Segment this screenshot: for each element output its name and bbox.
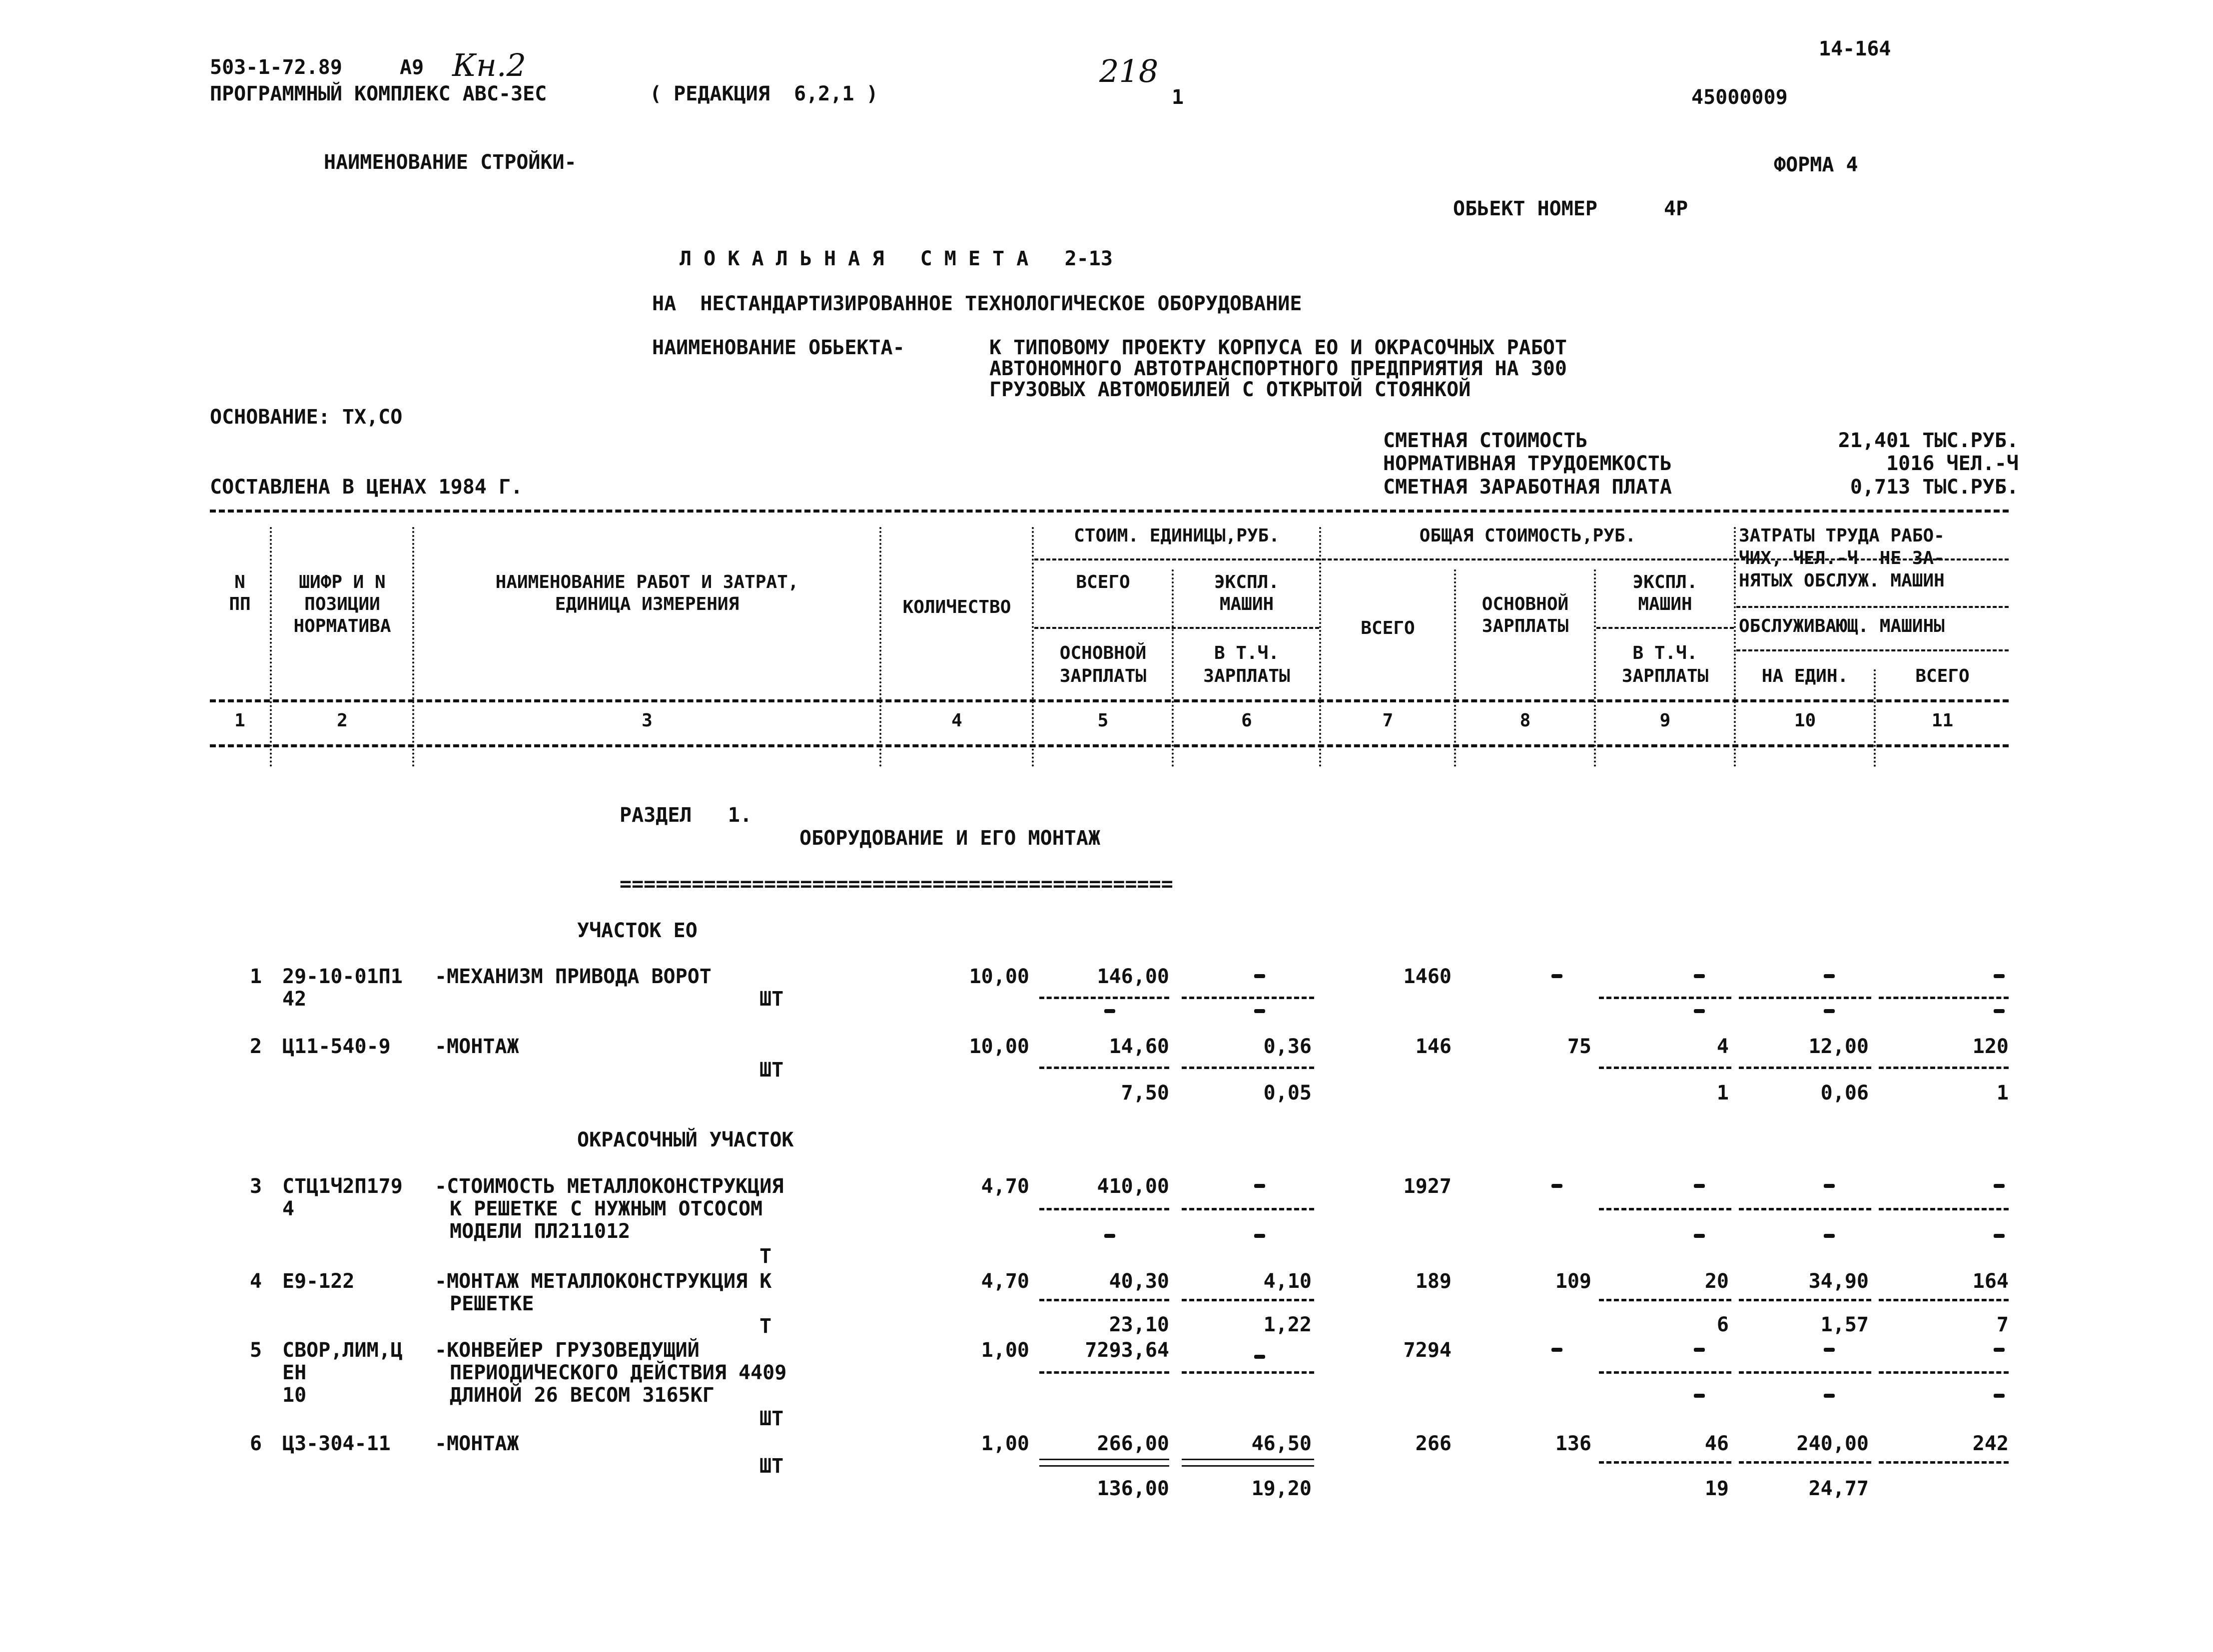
row-rule — [1039, 1299, 1169, 1301]
col-number: 2 — [337, 710, 348, 731]
row-code-1: Ц11-540-9 — [282, 1035, 391, 1058]
row-rule — [1879, 1371, 2009, 1374]
row-labor-unit-b — [1824, 1009, 1835, 1013]
col-separator — [1454, 569, 1456, 767]
row-labor-total-b — [1994, 1234, 2005, 1238]
row-labor-unit: 240,00 — [1796, 1432, 1869, 1455]
row-labor-total-b: 1 — [1996, 1082, 2009, 1104]
row-number: 1 — [250, 965, 262, 988]
row-rule — [1739, 1067, 1871, 1069]
code-right: 14-164 — [1819, 37, 1891, 60]
prices-line: СОСТАВЛЕНА В ЦЕНАХ 1984 Г. — [210, 476, 523, 499]
row-unit-mach: 4,10 — [1263, 1270, 1312, 1293]
row-total-cost: 146 — [1415, 1035, 1452, 1058]
unit-incl-wage-header-1: В Т.Ч. — [1214, 643, 1280, 663]
summary-value-labor: 1016 ЧЕЛ.-Ч — [1886, 452, 2019, 475]
col1-header-1: N — [234, 572, 245, 592]
total-all-header: ВСЕГО — [1361, 618, 1415, 638]
row-number: 3 — [250, 1175, 262, 1198]
col-number: 10 — [1794, 710, 1816, 731]
labor-group-header-2: ЧИХ, ЧЕЛ.-Ч НЕ ЗА- — [1739, 548, 1945, 568]
row-total-incl-wage: 1 — [1716, 1082, 1729, 1104]
row-unit: ШТ — [759, 1455, 784, 1478]
row-name-1: -КОНВЕЙЕР ГРУЗОВЕДУЩИЙ — [435, 1339, 700, 1362]
form-label: ФОРМА 4 — [1774, 153, 1858, 176]
row-number: 2 — [250, 1035, 262, 1058]
row-code-2: ЕН — [282, 1361, 307, 1384]
row-unit-mach: 0,36 — [1263, 1035, 1312, 1058]
header-bottom-rule — [210, 699, 2009, 702]
row-total-mach — [1694, 1348, 1705, 1352]
summary-label-cost: СМЕТНАЯ СТОИМОСТЬ — [1383, 429, 1588, 452]
row-total-cost: 189 — [1415, 1270, 1452, 1293]
row-name-2: К РЕШЕТКЕ С НУЖНЫМ ОТСОСОМ — [450, 1197, 763, 1220]
total-mach-header-2: МАШИН — [1638, 594, 1692, 614]
unit-total-header: ВСЕГО — [1076, 572, 1130, 592]
row-total-incl-wage — [1694, 1009, 1705, 1013]
object-name-line-3: ГРУЗОВЫХ АВТОМОБИЛЕЙ С ОТКРЫТОЙ СТОЯНКОЙ — [989, 378, 1471, 401]
estimate-title: Л О К А Л Ь Н А Я С М Е Т А 2-13 — [680, 247, 1113, 270]
unit-base-wage-header-2: ЗАРПЛАТЫ — [1059, 666, 1147, 686]
col-separator — [1319, 527, 1321, 767]
row-unit-wage — [1104, 1009, 1115, 1013]
row-rule — [1599, 1067, 1731, 1069]
row-qty: 10,00 — [969, 1035, 1029, 1058]
row-unit-incl-wage: 1,22 — [1263, 1313, 1312, 1336]
row-qty: 4,70 — [981, 1270, 1029, 1293]
col-number: 5 — [1097, 710, 1109, 731]
row-name-3: МОДЕЛИ ПЛ211012 — [450, 1220, 631, 1243]
row-name-2: ПЕРИОДИЧЕСКОГО ДЕЙСТВИЯ 4409 — [450, 1361, 787, 1384]
row-rule — [1039, 1459, 1169, 1467]
col-separator — [1874, 669, 1876, 767]
row-rule — [1739, 1208, 1871, 1210]
estimate-subtitle: НА НЕСТАНДАРТИЗИРОВАННОЕ ТЕХНОЛОГИЧЕСКОЕ ОБОРУДОВАНИЕ — [652, 292, 1302, 315]
col-separator — [270, 527, 272, 767]
col-separator — [1172, 569, 1174, 767]
row-qty: 10,00 — [969, 965, 1029, 988]
col-number: 1 — [234, 710, 245, 731]
row-code-2: 4 — [282, 1197, 295, 1220]
row-labor-unit: 34,90 — [1808, 1270, 1869, 1293]
construction-label: НАИМЕНОВАНИЕ СТРОЙКИ- — [324, 151, 577, 174]
row-rule — [1879, 1067, 2009, 1069]
unit-incl-wage-header-2: ЗАРПЛАТЫ — [1203, 666, 1290, 686]
row-code-1: 29-10-01П1 — [282, 965, 403, 988]
total-cost-group-header: ОБЩАЯ СТОИМОСТЬ,РУБ. — [1419, 526, 1636, 546]
row-unit: Т — [759, 1315, 772, 1338]
row-code-3: 10 — [282, 1384, 307, 1407]
row-rule — [1182, 1299, 1314, 1301]
row-number: 6 — [250, 1432, 262, 1455]
row-unit-mach — [1254, 1184, 1265, 1188]
sheet-number: 1 — [1172, 86, 1184, 109]
row-labor-unit-b: 24,77 — [1808, 1477, 1869, 1500]
header-sub-rule — [1596, 627, 1734, 629]
row-code-1: СТЦ1Ч2П179 — [282, 1175, 403, 1198]
object-name-line-1: К ТИПОВОМУ ПРОЕКТУ КОРПУСА ЕО И ОКРАСОЧНЫХ РАБОТ — [989, 336, 1567, 359]
row-unit-wage: 23,10 — [1109, 1313, 1169, 1336]
unit-base-wage-header-1: ОСНОВНОЙ — [1059, 643, 1147, 663]
row-labor-unit — [1824, 974, 1835, 978]
row-total-wage — [1551, 1348, 1562, 1352]
unit-cost-group-header: СТОИМ. ЕДИНИЦЫ,РУБ. — [1074, 526, 1280, 546]
row-rule — [1182, 1208, 1314, 1210]
col4-header: КОЛИЧЕСТВО — [902, 597, 1011, 617]
row-code-1: Ц3-304-11 — [282, 1432, 391, 1455]
row-unit-cost: 266,00 — [1097, 1432, 1169, 1455]
row-unit-cost: 146,00 — [1097, 965, 1169, 988]
row-total-wage: 109 — [1555, 1270, 1591, 1293]
row-unit-incl-wage: 19,20 — [1251, 1477, 1312, 1500]
col-separator — [412, 527, 414, 767]
row-rule — [1039, 1208, 1169, 1210]
row-unit-mach — [1254, 1355, 1265, 1359]
row-name-1: -МОНТАЖ МЕТАЛЛОКОНСТРУКЦИЯ К — [435, 1270, 772, 1293]
row-rule — [1039, 1371, 1169, 1374]
album-mark: А9 — [400, 56, 424, 79]
row-unit: Т — [759, 1245, 772, 1268]
row-code-1: Е9-122 — [282, 1270, 355, 1293]
row-labor-unit-b — [1824, 1394, 1835, 1398]
row-qty: 1,00 — [981, 1432, 1029, 1455]
area-name: ОКРАСОЧНЫЙ УЧАСТОК — [577, 1128, 794, 1151]
header-sub-rule — [1034, 627, 1319, 629]
row-rule — [1182, 997, 1314, 999]
total-base-wage-header-1: ОСНОВНОЙ — [1481, 594, 1569, 614]
col-number: 7 — [1382, 710, 1394, 731]
row-total-incl-wage: 19 — [1704, 1477, 1729, 1500]
total-mach-header-1: ЭКСПЛ. — [1632, 572, 1698, 592]
row-name-1: -СТОИМОСТЬ МЕТАЛЛОКОНСТРУКЦИЯ — [435, 1175, 784, 1198]
row-rule — [1879, 1461, 2009, 1464]
row-rule — [1599, 1299, 1731, 1301]
object-name-line-2: АВТОНОМНОГО АВТОТРАНСПОРТНОГО ПРЕДПРИЯТИЯ НА 300 — [989, 357, 1567, 380]
row-code-2: 42 — [282, 988, 307, 1011]
col-separator — [1594, 569, 1596, 767]
row-labor-total: 164 — [1972, 1270, 2009, 1293]
row-total-cost: 1927 — [1403, 1175, 1452, 1198]
row-name-1: -МЕХАНИЗМ ПРИВОДА ВОРОТ — [435, 965, 712, 988]
section-name: ОБОРУДОВАНИЕ И ЕГО МОНТАЖ — [799, 827, 1101, 850]
row-number: 5 — [250, 1339, 262, 1362]
summary-label-wage: СМЕТНАЯ ЗАРАБОТНАЯ ПЛАТА — [1383, 476, 1672, 499]
header-sub-rule — [1736, 649, 2009, 651]
col1-header-2: ПП — [229, 594, 251, 614]
row-total-mach: 20 — [1704, 1270, 1729, 1293]
row-total-wage — [1551, 974, 1562, 978]
row-unit-incl-wage — [1254, 1009, 1265, 1013]
row-rule — [1599, 997, 1731, 999]
row-name-1: -МОНТАЖ — [435, 1035, 519, 1058]
row-total-incl-wage: 6 — [1716, 1313, 1729, 1336]
row-total-incl-wage — [1694, 1394, 1705, 1398]
row-rule — [1182, 1067, 1314, 1069]
col-number: 11 — [1931, 710, 1954, 731]
numbers-bottom-rule — [210, 744, 2009, 747]
row-total-wage: 75 — [1567, 1035, 1591, 1058]
row-rule — [1599, 1461, 1731, 1464]
col-separator — [1734, 527, 1736, 767]
row-rule — [1182, 1459, 1314, 1467]
labor-group-header-1: ЗАТРАТЫ ТРУДА РАБО- — [1739, 526, 1945, 546]
object-name-label: НАИМЕНОВАНИЕ ОБЬЕКТА- — [652, 336, 905, 359]
row-rule — [1039, 1067, 1169, 1069]
col-separator — [879, 527, 881, 767]
row-name-2: РЕШЕТКЕ — [450, 1292, 534, 1315]
col3-header-2: ЕДИНИЦА ИЗМЕРЕНИЯ — [555, 594, 739, 614]
basis-line: ОСНОВАНИЕ: ТХ,СО — [210, 406, 403, 429]
row-total-wage: 136 — [1555, 1432, 1591, 1455]
summary-value-cost: 21,401 ТЫС.РУБ. — [1838, 429, 2019, 452]
col-number: 4 — [951, 710, 962, 731]
total-incl-wage-header-2: ЗАРПЛАТЫ — [1621, 666, 1709, 686]
summary-value-wage: 0,713 ТЫС.РУБ. — [1850, 476, 2019, 499]
row-labor-total: 242 — [1972, 1432, 2009, 1455]
row-rule — [1039, 997, 1169, 999]
row-rule — [1739, 997, 1871, 999]
row-labor-total — [1994, 974, 2005, 978]
row-unit-wage: 7,50 — [1121, 1082, 1169, 1104]
row-labor-total-b — [1994, 1394, 2005, 1398]
row-labor-total — [1994, 1348, 2005, 1352]
row-labor-unit-b: 0,06 — [1820, 1082, 1869, 1104]
col2-header-2: ПОЗИЦИИ — [304, 594, 380, 614]
row-total-cost: 266 — [1415, 1432, 1452, 1455]
row-labor-total-b: 7 — [1996, 1313, 2009, 1336]
row-code-1: СВОР,ЛИМ,Ц — [282, 1339, 403, 1362]
row-unit-cost: 40,30 — [1109, 1270, 1169, 1293]
program-name: ПРОГРАММНЫЙ КОМПЛЕКС АВС-3ЕС — [210, 82, 547, 105]
labor-group-header-3: НЯТЫХ ОБСЛУЖ. МАШИН — [1739, 570, 1945, 591]
program-edition: ( РЕДАКЦИЯ 6,2,1 ) — [650, 82, 878, 105]
row-total-cost: 1460 — [1403, 965, 1452, 988]
unit-mach-header-1: ЭКСПЛ. — [1214, 572, 1280, 592]
row-rule — [1182, 1371, 1314, 1374]
table-top-rule — [210, 510, 2009, 513]
row-unit-wage — [1104, 1234, 1115, 1238]
row-rule — [1599, 1371, 1731, 1374]
row-labor-unit: 12,00 — [1808, 1035, 1869, 1058]
section-separator: ============================================== — [620, 873, 1173, 896]
labor-total-header: ВСЕГО — [1915, 666, 1970, 686]
row-total-mach: 4 — [1716, 1035, 1729, 1058]
summary-label-labor: НОРМАТИВНАЯ ТРУДОЕМКОСТЬ — [1383, 452, 1672, 475]
row-total-cost: 7294 — [1403, 1339, 1452, 1362]
row-unit-mach: 46,50 — [1251, 1432, 1312, 1455]
row-rule — [1599, 1208, 1731, 1210]
total-incl-wage-header-1: В Т.Ч. — [1632, 643, 1698, 663]
col2-header-1: ШИФР И N — [299, 572, 386, 592]
book-mark: Кн.2 — [452, 47, 526, 83]
code-number: 45000009 — [1691, 86, 1788, 109]
header-sub-rule — [1736, 606, 2009, 608]
row-unit-mach — [1254, 974, 1265, 978]
row-labor-total-b — [1994, 1009, 2005, 1013]
total-base-wage-header-2: ЗАРПЛАТЫ — [1481, 616, 1569, 636]
area-name: УЧАСТОК ЕО — [577, 919, 698, 942]
row-number: 4 — [250, 1270, 262, 1293]
row-unit-cost: 14,60 — [1109, 1035, 1169, 1058]
row-unit: ШТ — [759, 1059, 784, 1082]
row-qty: 4,70 — [981, 1175, 1029, 1198]
col-number: 3 — [642, 710, 653, 731]
page-number: 218 — [1099, 53, 1159, 89]
row-rule — [1879, 997, 2009, 999]
row-unit: ШТ — [759, 1407, 784, 1430]
row-total-wage — [1551, 1184, 1562, 1188]
col2-header-3: НОРМАТИВА — [293, 616, 391, 636]
row-labor-unit-b: 1,57 — [1820, 1313, 1869, 1336]
row-total-incl-wage — [1694, 1234, 1705, 1238]
col-number: 9 — [1659, 710, 1671, 731]
row-rule — [1739, 1371, 1871, 1374]
doc-code: 503-1-72.89 — [210, 56, 342, 79]
row-unit-incl-wage: 0,05 — [1263, 1082, 1312, 1104]
unit-mach-header-2: МАШИН — [1219, 594, 1274, 614]
object-label: ОБЬЕКТ НОМЕР — [1453, 197, 1597, 220]
row-rule — [1739, 1299, 1871, 1301]
row-labor-total: 120 — [1972, 1035, 2009, 1058]
col-number: 6 — [1241, 710, 1252, 731]
labor-per-unit-header: НА ЕДИН. — [1761, 666, 1849, 686]
row-unit-cost: 410,00 — [1097, 1175, 1169, 1198]
object-number: 4Р — [1664, 197, 1688, 220]
row-rule — [1879, 1299, 2009, 1301]
row-labor-unit — [1824, 1348, 1835, 1352]
row-rule — [1739, 1461, 1871, 1464]
row-total-mach — [1694, 1184, 1705, 1188]
row-unit: ШТ — [759, 988, 784, 1011]
row-name-1: -МОНТАЖ — [435, 1432, 519, 1455]
labor-serving-header: ОБСЛУЖИВАЮЩ. МАШИНЫ — [1739, 616, 1945, 636]
col-number: 8 — [1519, 710, 1531, 731]
col-separator — [1032, 527, 1034, 767]
row-qty: 1,00 — [981, 1339, 1029, 1362]
row-rule — [1879, 1208, 2009, 1210]
row-labor-unit-b — [1824, 1234, 1835, 1238]
row-labor-total — [1994, 1184, 2005, 1188]
section-label: РАЗДЕЛ 1. — [620, 804, 752, 827]
row-unit-incl-wage — [1254, 1234, 1265, 1238]
col3-header-1: НАИМЕНОВАНИЕ РАБОТ И ЗАТРАТ, — [495, 572, 799, 592]
row-unit-wage: 136,00 — [1097, 1477, 1169, 1500]
row-total-mach — [1694, 974, 1705, 978]
row-unit-cost: 7293,64 — [1085, 1339, 1169, 1362]
row-total-mach: 46 — [1704, 1432, 1729, 1455]
row-name-3: ДЛИНОЙ 26 ВЕСОМ 3165КГ — [450, 1384, 715, 1407]
row-labor-unit — [1824, 1184, 1835, 1188]
